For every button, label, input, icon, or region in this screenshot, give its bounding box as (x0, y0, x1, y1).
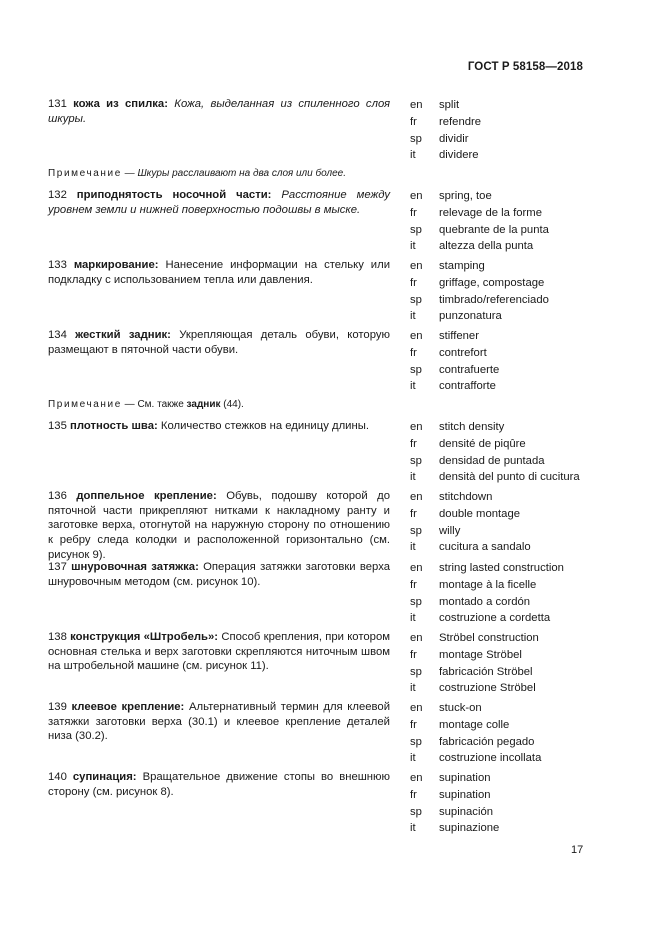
translation-row (410, 523, 610, 540)
term-number: 138 (48, 631, 67, 643)
language-code: fr (410, 115, 417, 128)
translation-row (410, 131, 610, 148)
translations (410, 97, 610, 164)
language-code: it (410, 752, 416, 765)
translation-row (410, 750, 610, 767)
translation-text: montage Ströbel (439, 648, 522, 661)
term-number: 131 (48, 98, 67, 110)
translation-text: densidad de puntada (439, 454, 545, 467)
term-number: 135 (48, 420, 67, 432)
translation-text: contrafforte (439, 380, 496, 393)
term-definition (48, 419, 390, 434)
language-code: fr (410, 507, 417, 520)
term-definition (48, 258, 390, 287)
note-text: (44). (220, 399, 244, 410)
term-definition-text: Кожа, выделанная из спиленного слоя шкуры. (48, 98, 391, 125)
translation-text: densité de piqûre (439, 437, 526, 450)
language-code: it (410, 149, 416, 162)
term-definition (48, 328, 390, 357)
note-text: — См. также (124, 399, 187, 410)
term-number: 140 (48, 771, 67, 783)
term-definition-text: Расстояние между уровнем земли и нижней поверхностью подошвы в мыске. (48, 189, 391, 216)
translation-row (410, 378, 610, 395)
language-code: it (410, 240, 416, 253)
translation-row (410, 205, 610, 222)
term-number: 137 (48, 561, 67, 573)
translation-row (410, 647, 610, 664)
term-definition (48, 700, 390, 744)
translation-text: stuck-on (439, 702, 482, 714)
translation-text: double montage (439, 507, 521, 520)
language-code: en (410, 632, 423, 644)
language-code: sp (410, 735, 422, 748)
translation-row (410, 114, 610, 131)
translation-text: contrefort (439, 346, 487, 359)
translations (410, 700, 610, 767)
translation-text: supinación (439, 805, 494, 818)
translation-text: dividir (439, 132, 469, 145)
language-code: fr (410, 718, 417, 731)
note-label: Примечание (48, 168, 122, 179)
translation-text: supination (439, 772, 491, 784)
term-number: 133 (48, 259, 67, 271)
term-definition-text: Альтернативный термин для клеевой затяжки заготовки верха (30.1) и клеевое крепление деталей низа (30.2). (48, 701, 391, 743)
translation-text: costruzione Ströbel (439, 682, 536, 695)
term-note (48, 167, 608, 180)
translation-text: contrafuerte (439, 363, 500, 376)
term-name: клеевое крепление: (71, 701, 185, 713)
translation-text: stiffener (439, 330, 479, 342)
translation-row (410, 275, 610, 292)
term-name: приподнятость носочной части: (76, 189, 272, 201)
language-code: sp (410, 595, 422, 608)
term-number: 132 (48, 189, 67, 201)
language-code: sp (410, 805, 422, 818)
term-name: супинация: (72, 771, 137, 783)
term-name: жесткий задник: (75, 329, 171, 341)
term-definition-text: Способ крепления, при котором основная стелька и верх заготовки скрепляются ниточным швом на штробельной машине (см. рисунок 11). (48, 631, 391, 673)
translation-text: costruzione incollata (439, 752, 542, 765)
translation-row (410, 770, 610, 787)
translation-row (410, 610, 610, 627)
language-code: sp (410, 454, 422, 467)
translation-row (410, 734, 610, 751)
language-code: it (410, 682, 416, 695)
translations (410, 489, 610, 556)
language-code: sp (410, 524, 422, 537)
document-standard-number: ГОСТ Р 58158—2018 (467, 61, 583, 73)
translation-row (410, 469, 610, 486)
translation-row (410, 717, 610, 734)
translation-text: refendre (439, 115, 482, 128)
language-code: fr (410, 276, 417, 289)
translation-row (410, 506, 610, 523)
translation-row (410, 539, 610, 556)
translation-text: griffage, compostage (439, 276, 545, 289)
language-code: it (410, 471, 416, 484)
language-code: it (410, 822, 416, 835)
translation-row (410, 147, 610, 164)
language-code: fr (410, 788, 417, 801)
translation-row (410, 345, 610, 362)
term-number: 136 (48, 490, 67, 502)
translation-row (410, 436, 610, 453)
term-name: кожа из спилка: (73, 98, 168, 110)
translations (410, 630, 610, 697)
language-code: it (410, 380, 416, 393)
term-definition (48, 97, 390, 126)
translation-row (410, 188, 610, 205)
term-name: плотность шва: (70, 420, 158, 432)
translation-row (410, 489, 610, 506)
translation-text: Ströbel construction (439, 632, 539, 644)
language-code: sp (410, 293, 422, 306)
translation-row (410, 664, 610, 681)
language-code: fr (410, 578, 417, 591)
term-name: конструкция «Штробель»: (70, 631, 219, 643)
translation-text: montage à la ficelle (439, 578, 537, 591)
translation-text: fabricación pegado (439, 735, 535, 748)
translation-text: cucitura a sandalo (439, 541, 531, 554)
term-name: шнуровочная затяжка: (71, 561, 199, 573)
language-code: it (410, 310, 416, 323)
translation-row (410, 700, 610, 717)
language-code: sp (410, 665, 422, 678)
language-code: sp (410, 132, 422, 145)
note-reference-term: задник (186, 399, 221, 410)
term-definition (48, 560, 390, 589)
term-name: доппельное крепление: (76, 490, 217, 502)
term-definition-text: Количество стежков на единицу длины. (160, 420, 369, 432)
language-code: en (410, 491, 423, 503)
language-code: en (410, 330, 423, 342)
term-definition (48, 770, 390, 799)
translation-row (410, 238, 610, 255)
language-code: fr (410, 437, 417, 450)
term-number: 139 (48, 701, 67, 713)
translation-text: altezza della punta (439, 240, 534, 253)
language-code: en (410, 562, 423, 574)
term-number: 134 (48, 329, 67, 341)
term-note (48, 398, 608, 411)
translations (410, 258, 610, 325)
language-code: fr (410, 206, 417, 219)
translation-text: supination (439, 788, 491, 801)
translation-text: costruzione a cordetta (439, 612, 551, 625)
translation-text: timbrado/referenciado (439, 293, 549, 306)
translation-row (410, 594, 610, 611)
language-code: fr (410, 346, 417, 359)
translation-text: dividere (439, 149, 479, 162)
translations (410, 419, 610, 486)
translation-row (410, 804, 610, 821)
translations (410, 328, 610, 395)
translation-row (410, 362, 610, 379)
term-definition-text: Вращательное движение стопы во внешнюю сторону (см. рисунок 8). (48, 771, 390, 798)
language-code: en (410, 260, 423, 272)
translation-text: stitch density (439, 421, 505, 433)
translation-row (410, 328, 610, 345)
page-number: 17 (571, 844, 584, 856)
translation-row (410, 577, 610, 594)
term-definition-text: Операция затяжки заготовки верха шнуровочным методом (см. рисунок 10). (48, 561, 391, 588)
translation-row (410, 820, 610, 837)
translation-row (410, 222, 610, 239)
language-code: en (410, 190, 423, 202)
translation-text: stitchdown (439, 491, 493, 503)
translation-text: punzonatura (439, 310, 502, 323)
translation-row (410, 97, 610, 114)
translation-text: string lasted construction (439, 562, 564, 574)
term-definition (48, 188, 390, 217)
term-definition-text: Нанесение информации на стельку или подкладку с использованием тепла или давления. (48, 259, 391, 286)
language-code: it (410, 541, 416, 554)
translations (410, 560, 610, 627)
language-code: en (410, 99, 423, 111)
translation-text: quebrante de la punta (439, 223, 549, 236)
term-definition (48, 489, 390, 563)
translation-text: montado a cordón (439, 595, 531, 608)
term-definition (48, 630, 390, 674)
language-code: en (410, 772, 423, 784)
translation-row (410, 560, 610, 577)
translation-row (410, 419, 610, 436)
translations (410, 188, 610, 255)
language-code: sp (410, 363, 422, 376)
language-code: sp (410, 223, 422, 236)
translation-row (410, 258, 610, 275)
translation-row (410, 630, 610, 647)
translation-text: split (439, 99, 460, 111)
translation-text: montage colle (439, 718, 510, 731)
translation-text: fabricación Ströbel (439, 665, 533, 678)
translation-text: spring, toe (439, 190, 492, 202)
translation-text: supinazione (439, 822, 500, 835)
term-definition-text: Укрепляющая деталь обуви, которую размещают в пяточной части обуви. (48, 329, 390, 356)
translation-row (410, 308, 610, 325)
translations (410, 770, 610, 837)
translation-row (410, 453, 610, 470)
language-code: it (410, 612, 416, 625)
language-code: fr (410, 648, 417, 661)
translation-text: relevage de la forme (439, 206, 542, 219)
term-name: маркирование: (73, 259, 159, 271)
translation-text: densità del punto di cucitura (439, 471, 580, 484)
note-text: — Шкуры расслаивают на два слоя или более. (124, 168, 347, 179)
language-code: en (410, 421, 423, 433)
translation-row (410, 680, 610, 697)
translation-row (410, 292, 610, 309)
term-definition-text: Обувь, подошву которой до пяточной части прикрепляют нитками к накладному ранту и заготовке верха, отогнутой на наружную сторону по отношению к ребру следа колодки и расположенной горизонтально (см. рисунок 9). (48, 490, 391, 561)
language-code: en (410, 702, 423, 714)
translation-text: willy (439, 524, 461, 537)
translation-text: stamping (439, 260, 485, 272)
note-label: Примечание (48, 399, 122, 410)
translation-row (410, 787, 610, 804)
